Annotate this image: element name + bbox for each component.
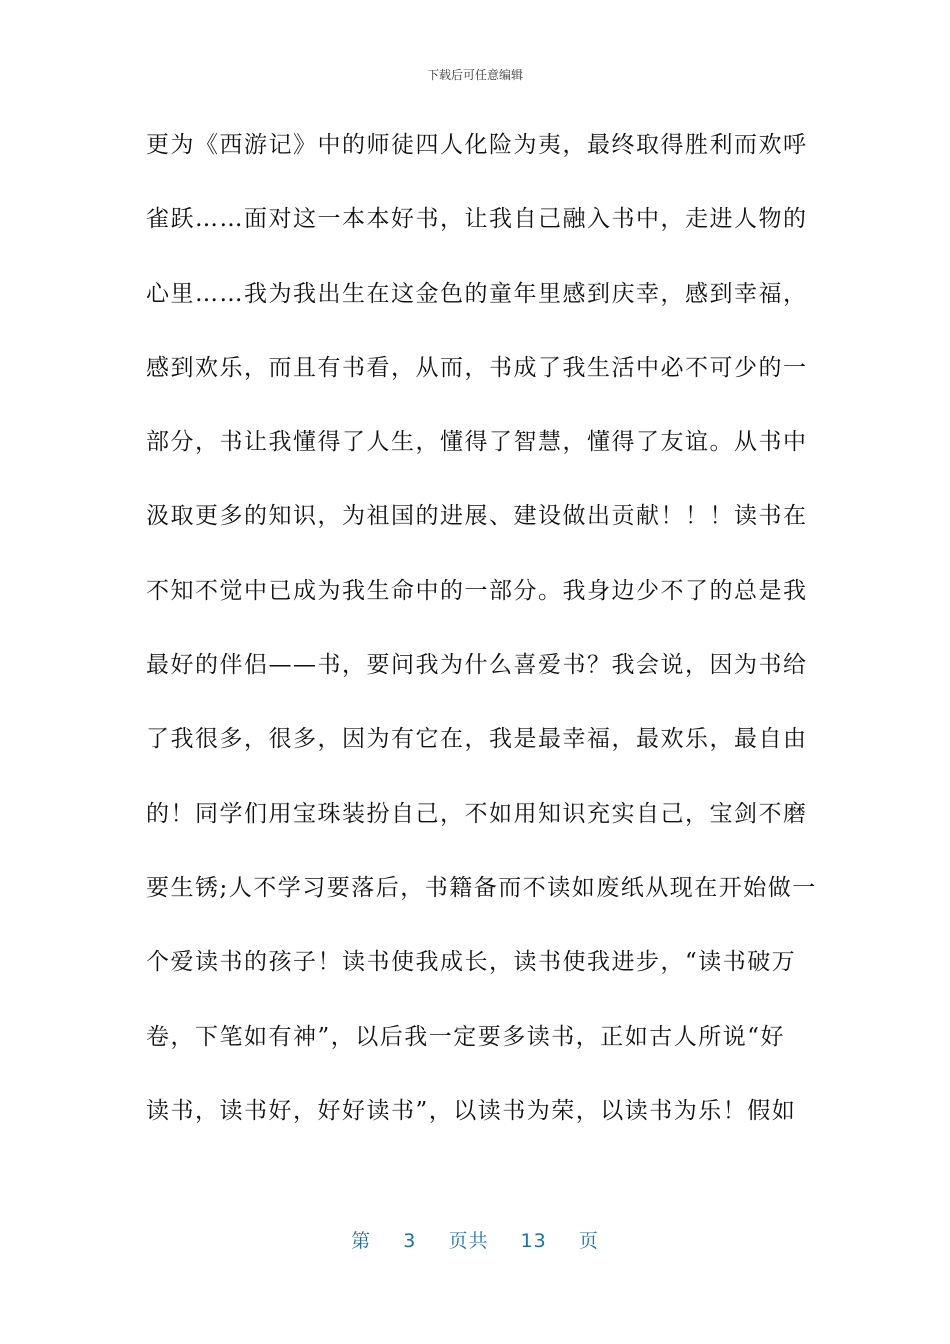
page-number-footer xyxy=(0,1226,950,1253)
text-line-6: 汲取更多的知识，为祖国的进展、建设做出贡献！！！读书在 xyxy=(146,503,808,530)
footer-total-pages: 13 xyxy=(520,1230,547,1252)
footer-middle: 页共 xyxy=(448,1230,489,1252)
text-line-14: 读书，读书好，好好读书”，以读书为荣，以读书为乐！假如 xyxy=(146,1097,797,1124)
text-line-11: 要生锈;人不学习要落后，书籍备而不读如废纸从现在开始做一 xyxy=(146,874,817,901)
page-header-note: 下载后可任意编辑 xyxy=(426,68,523,82)
footer-current-page: 3 xyxy=(403,1230,417,1252)
text-line-10: 的！同学们用宝珠装扮自己，不如用知识充实自己，宝剑不磨 xyxy=(146,800,808,827)
text-line-4: 感到欢乐，而且有书看，从而，书成了我生活中必不可少的一 xyxy=(146,354,808,381)
text-line-8: 最好的伴侣——书，要问我为什么喜爱书？我会说，因为书给 xyxy=(146,652,808,679)
text-line-12: 个爱读书的孩子！读书使我成长，读书使我进步，“读书破万 xyxy=(146,949,797,976)
footer-suffix: 页 xyxy=(578,1230,599,1252)
footer-prefix: 第 xyxy=(351,1230,372,1252)
document-body xyxy=(146,122,817,1162)
text-line-3: 心里……我为我出生在这金色的童年里感到庆幸，感到幸福， xyxy=(146,280,808,307)
text-line-5: 部分，书让我懂得了人生，懂得了智慧，懂得了友谊。从书中 xyxy=(146,429,808,456)
text-line-9: 了我很多，很多，因为有它在，我是最幸福，最欢乐，最自由 xyxy=(146,726,808,753)
text-line-7: 不知不觉中已成为我生命中的一部分。我身边少不了的总是我 xyxy=(146,577,808,604)
text-line-1: 更为《西游记》中的师徒四人化险为夷，最终取得胜利而欢呼 xyxy=(146,132,808,158)
text-line-13: 卷，下笔如有神”，以后我一定要多读书，正如古人所说“好 xyxy=(146,1023,786,1050)
text-line-2: 雀跃……面对这一本本好书，让我自己融入书中，走进人物的 xyxy=(146,206,808,233)
